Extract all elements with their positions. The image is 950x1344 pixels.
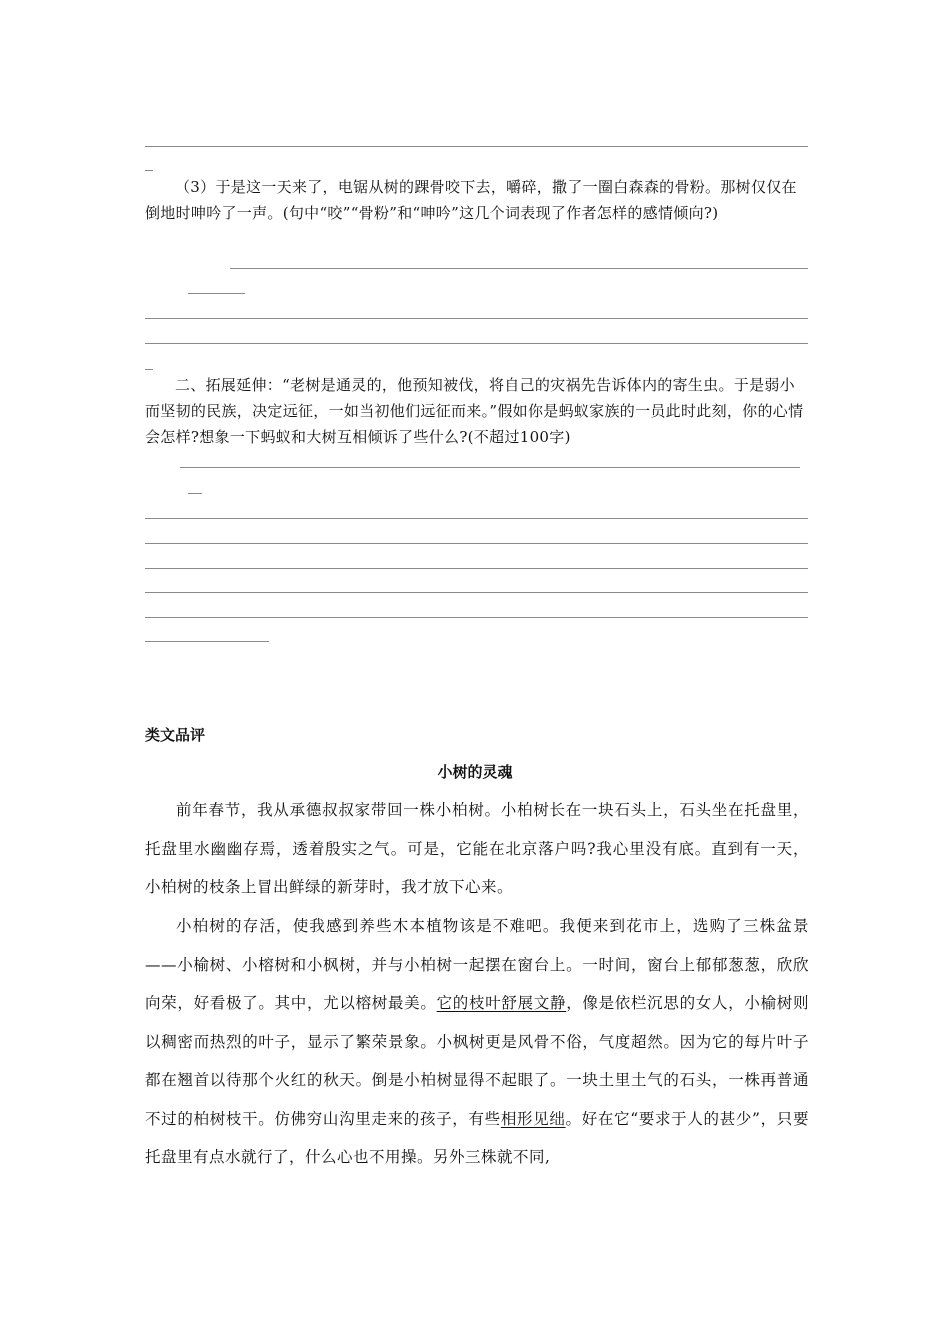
- answer-line: [145, 568, 808, 569]
- answer-line: [145, 318, 808, 319]
- extension-question-text: 二、拓展延伸：“老树是通灵的，他预知被伐，将自己的灾祸先告诉体内的寄生虫。于是弱小而坚韧的民族，决定远征，一如当初他们远征而来。”假如你是蚂蚁家族的一员此时此刻，你的心情会怎样?想象一下蚂蚁和大树互相倾诉了些什么?(不超过100字): [145, 376, 804, 446]
- essay-text: ，像是依栏沉思的女人，小榆树则以稠密而热烈的叶子，显示了繁荣景象。小枫树更是风骨不俗，气度超然。因为它的每片叶子都在翘首以待那个火红的秋天。倒是小柏树显得不起眼了。一块土里土气的石头，一株再普通不过的柏树枝干。仿佛穷山沟里走来的孩子，有些: [145, 994, 809, 1128]
- answer-line-end: [188, 493, 202, 494]
- answer-line: [145, 592, 808, 593]
- answer-line: [230, 268, 808, 269]
- essay-title: 小树的灵魂: [437, 763, 513, 781]
- essay-paragraph-1: 前年春节，我从承德叔叔家带回一株小柏树。小柏树长在一块石头上，石头坐在托盘里，托盘里水幽幽存焉，透着殷实之气。可是，它能在北京落户吗?我心里没有底。直到有一天，小柏树的枝条上冒出鲜绿的新芽时，我才放下心来。: [145, 801, 809, 896]
- answer-line-end: [188, 293, 245, 294]
- answer-line-end: [145, 170, 153, 171]
- essay-paragraph-2: [145, 907, 809, 1177]
- answer-line-end: [145, 641, 269, 642]
- answer-line: [145, 146, 808, 147]
- underlined-phrase: 它的枝叶舒展文静: [436, 994, 567, 1012]
- answer-line-end: [145, 369, 153, 370]
- answer-line: [145, 543, 808, 544]
- answer-line: [145, 343, 808, 344]
- answer-line: [145, 617, 808, 618]
- answer-line: [180, 467, 800, 468]
- essay-text: 。好在它“要求于人的甚少”，只要托盘里有点水就行了，什么心也不用操。另外三株就不同,: [145, 1109, 809, 1166]
- section-title: 类文品评: [145, 726, 206, 744]
- essay-text: 小柏树的存活，使我感到养些木本植物该是不难吧。我便来到花市上，选购了三株盆景——小榆树、小榕树和小枫树，并与小柏树一起摆在窗台上。一时间，窗台上郁郁葱葱，欣欣向荣，好看极了。其中，尤以榕树最美。: [145, 917, 809, 1012]
- underlined-phrase: 相形见绌: [500, 1109, 566, 1128]
- answer-line: [145, 518, 808, 519]
- question-3-text: （3）于是这一天来了，电锯从树的踝骨咬下去，嚼碎，撒了一圈白森森的骨粉。那树仅仅在倒地时呻吟了一声。(句中“咬”“骨粉”和“呻吟”这几个词表现了作者怎样的感情倾向?): [145, 178, 797, 222]
